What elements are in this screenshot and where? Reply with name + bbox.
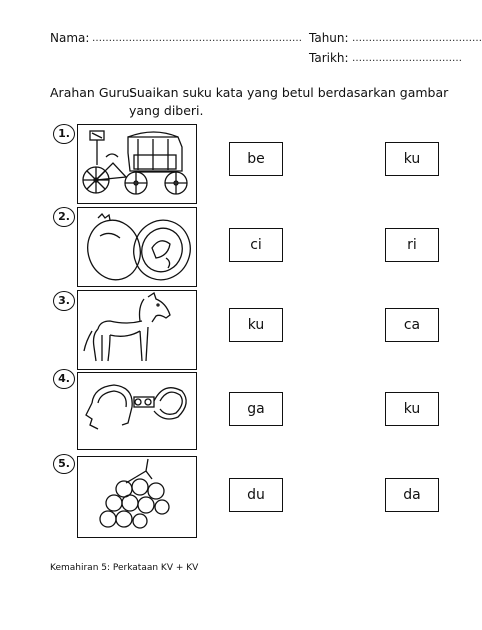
picture-box-5 — [77, 456, 197, 538]
duku-fruit-picture — [78, 457, 196, 537]
horse-picture — [78, 291, 196, 369]
item-number-5: 5. — [53, 454, 75, 474]
syllable-box-left-5[interactable]: du — [229, 478, 283, 512]
item-number-4: 4. — [53, 369, 75, 389]
instruction-line-2: yang diberi. — [129, 103, 204, 118]
picture-box-3 — [77, 290, 197, 370]
instruction-line-1: Suaikan suku kata yang betul berdasarkan gambar — [129, 85, 449, 100]
syllable-box-right-4[interactable]: ku — [385, 392, 439, 426]
syllable-box-left-4[interactable]: ga — [229, 392, 283, 426]
handcuffs-picture — [78, 373, 196, 449]
item-number-2: 2. — [53, 207, 75, 227]
item-number-3: 3. — [53, 291, 75, 311]
tahun-blank[interactable]: ………………………………… — [352, 33, 482, 44]
syllable-box-right-3[interactable]: ca — [385, 308, 439, 342]
footer-text: Kemahiran 5: Perkataan KV + KV — [50, 563, 199, 573]
syllable-box-left-1[interactable]: be — [229, 142, 283, 176]
syllable-box-right-1[interactable]: ku — [385, 142, 439, 176]
nama-blank[interactable]: ……………………………………………………… — [92, 33, 302, 44]
tarikh-blank[interactable]: …………………………… — [352, 53, 462, 64]
picture-box-1 — [77, 124, 197, 204]
trishaw-picture — [78, 125, 196, 203]
sapodilla-picture — [78, 208, 196, 286]
tahun-label: Tahun: — [309, 31, 349, 45]
picture-box-2 — [77, 207, 197, 287]
nama-label: Nama: — [50, 31, 90, 45]
syllable-box-right-5[interactable]: da — [385, 478, 439, 512]
instruction-label: Arahan Guru: — [50, 85, 134, 100]
syllable-box-right-2[interactable]: ri — [385, 228, 439, 262]
syllable-box-left-3[interactable]: ku — [229, 308, 283, 342]
item-number-1: 1. — [53, 124, 75, 144]
tarikh-label: Tarikh: — [309, 51, 349, 65]
syllable-box-left-2[interactable]: ci — [229, 228, 283, 262]
picture-box-4 — [77, 372, 197, 450]
